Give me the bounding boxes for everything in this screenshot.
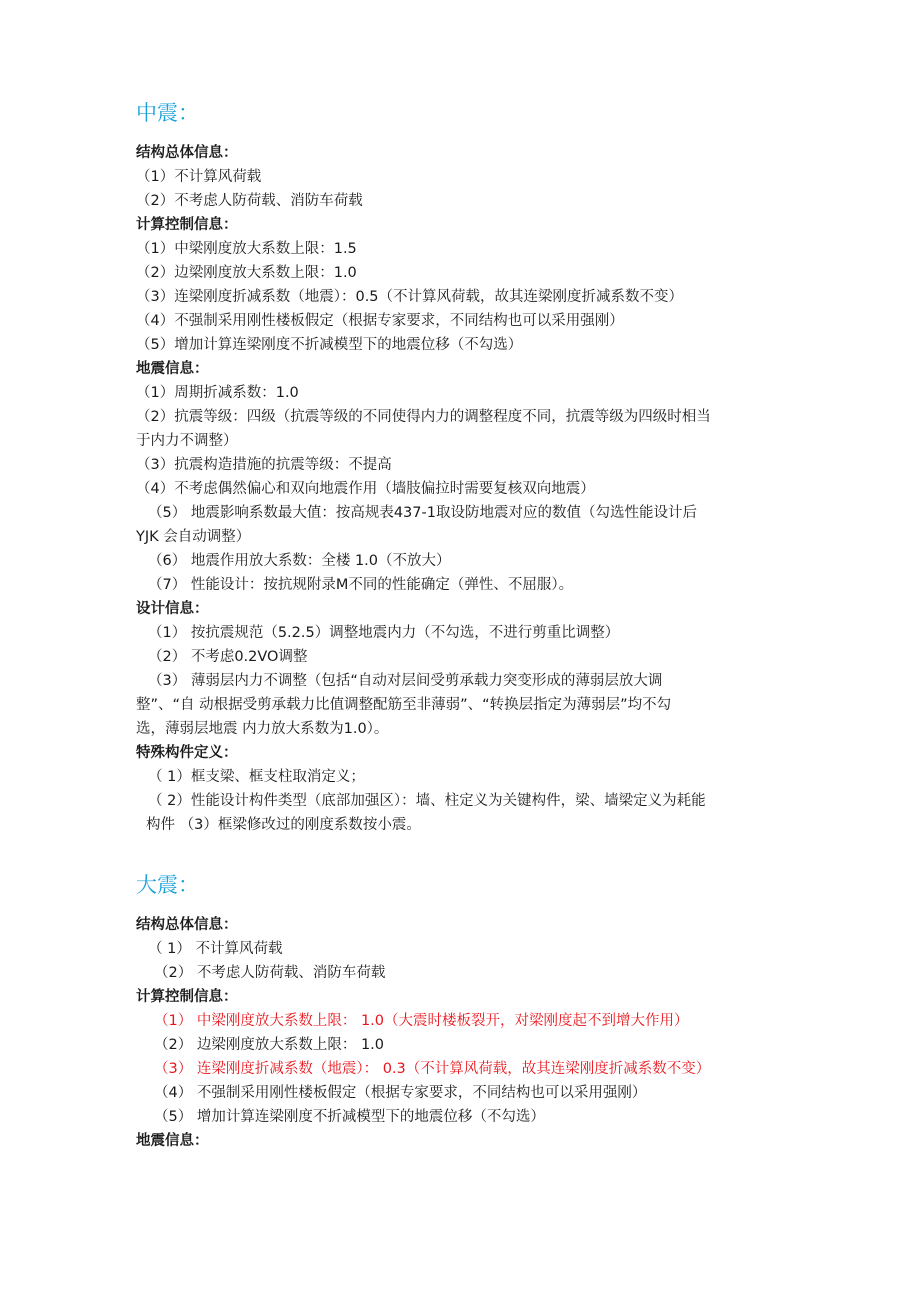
- text-line: （6） 地震作用放大系数：全楼 1.0（不放大）: [148, 553, 451, 569]
- text-line: （ 1）框支梁、框支柱取消定义；: [148, 769, 365, 785]
- text-line: （1）中梁刚度放大系数上限：1.5: [136, 241, 357, 257]
- section-title-mid: 中震：: [136, 101, 199, 125]
- subheading-design-info: 设计信息：: [136, 601, 209, 617]
- text-line: YJK 会自动调整）: [136, 529, 251, 545]
- text-line: （3）连梁刚度折减系数（地震）：0.5（不计算风荷载，故其连梁刚度折减系数不变）: [136, 289, 684, 305]
- text-line: （7） 性能设计：按抗规附录M不同的性能确定（弹性、不屈服）。: [148, 577, 574, 593]
- text-line: （1） 按抗震规范（5.2.5）调整地震内力（不勾选，不进行剪重比调整）: [148, 625, 620, 641]
- text-line: （2）边梁刚度放大系数上限：1.0: [136, 265, 357, 281]
- subheading-seismic-info: 地震信息：: [136, 1133, 209, 1149]
- text-line: （2） 不考虑0.2VO调整: [148, 649, 308, 665]
- text-line: （4） 不强制采用刚性楼板假定（根据专家要求，不同结构也可以采用强刚）: [154, 1085, 647, 1101]
- subheading-structure-info: 结构总体信息：: [136, 145, 238, 161]
- text-line: （5） 增加计算连梁刚度不折减模型下的地震位移（不勾选）: [154, 1109, 545, 1125]
- subheading-special-members: 特殊构件定义：: [136, 745, 238, 761]
- text-line: （2） 不考虑人防荷载、消防车荷载: [154, 965, 386, 981]
- subheading-seismic-info: 地震信息：: [136, 361, 209, 377]
- text-line: （4）不强制采用刚性楼板假定（根据专家要求，不同结构也可以采用强刚）: [136, 313, 624, 329]
- text-line: （2） 边梁刚度放大系数上限： 1.0: [154, 1037, 385, 1053]
- text-line: （ 2）性能设计构件类型（底部加强区）：墙、柱定义为关键构件，梁、墙梁定义为耗能: [148, 793, 706, 809]
- text-line: （2）抗震等级：四级（抗震等级的不同使得内力的调整程度不同，抗震等级为四级时相当: [136, 409, 711, 425]
- text-line: 构件 （3）框梁修改过的刚度系数按小震。: [146, 817, 421, 833]
- subheading-structure-info: 结构总体信息：: [136, 917, 238, 933]
- text-line: （ 1） 不计算风荷载: [148, 941, 283, 957]
- text-line: 于内力不调整）: [136, 433, 238, 449]
- text-line: 选，薄弱层地震 内力放大系数为1.0）。: [136, 721, 389, 737]
- text-line: （5）增加计算连梁刚度不折减模型下的地震位移（不勾选）: [136, 337, 523, 353]
- text-line: （4）不考虑偶然偏心和双向地震作用（墙肢偏拉时需要复核双向地震）: [136, 481, 595, 497]
- text-line: （3）抗震构造措施的抗震等级：不提高: [136, 457, 392, 473]
- section-title-large: 大震：: [136, 873, 199, 897]
- subheading-calc-control: 计算控制信息：: [136, 989, 238, 1005]
- text-line: （1）周期折减系数：1.0: [136, 385, 299, 401]
- text-line: （5） 地震影响系数最大值：按高规表437-1取设防地震对应的数值（勾选性能设计后: [148, 505, 697, 521]
- text-line: 整”、“自 动根据受剪承载力比值调整配筋至非薄弱”、“转换层指定为薄弱层”均不勾: [136, 697, 672, 713]
- subheading-calc-control: 计算控制信息：: [136, 217, 238, 233]
- text-line: （3） 薄弱层内力不调整（包括“自动对层间受剪承载力突变形成的薄弱层放大调: [148, 673, 663, 689]
- text-line: （2）不考虑人防荷载、消防车荷载: [136, 193, 363, 209]
- highlighted-line: （3） 连梁刚度折减系数（地震）： 0.3（不计算风荷载，故其连梁刚度折减系数不变）: [154, 1061, 711, 1077]
- highlighted-line: （1） 中梁刚度放大系数上限： 1.0（大震时楼板裂开，对梁刚度起不到增大作用）: [154, 1013, 689, 1029]
- text-line: （1）不计算风荷载: [136, 169, 262, 185]
